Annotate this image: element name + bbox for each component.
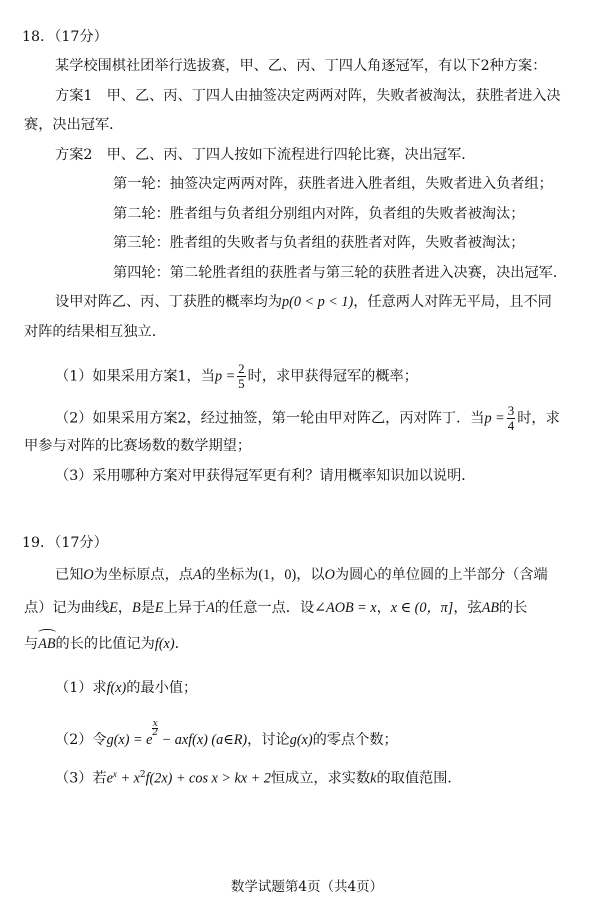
q18-plan1-line2: 赛，决出冠军． (24, 117, 124, 133)
q19-line1 (55, 565, 548, 585)
q19-sub3-c: 的取值范围． (376, 770, 462, 787)
q19-l1-c: 的坐标为 (201, 567, 259, 583)
q19-sub3-sup2: 2 (139, 770, 146, 780)
q19-sub3-expr1: e (106, 770, 113, 787)
q19-l2-E: E (109, 600, 118, 616)
q18-round4: 第四轮：第二轮胜者组的获胜者与第三轮的获胜者进入决赛，决出冠军． (113, 265, 568, 281)
q18-round3: 第三轮：胜者组的失败者与负者组的获胜者对阵，失败者被淘汰； (113, 235, 525, 251)
q18-sub2-p: p = (484, 410, 505, 427)
q19-sub3-k: k (370, 770, 377, 787)
q19-sub2-exp-num: x (152, 719, 158, 729)
q19-l3-a: 与 (24, 636, 39, 652)
q18-sub3: （3）采用哪种方案对甲获得冠军更有利？请用概率知识加以说明． (55, 468, 476, 484)
q18-sub2 (55, 404, 560, 433)
q18-assumption-math: p(0 < p < 1) (282, 294, 354, 310)
q19-sub1-f: f(x) (106, 680, 127, 696)
q19-line2 (24, 598, 527, 618)
q19-l2-range: x ∈ (0，π] (390, 600, 454, 616)
q18-intro: 某学校围棋社团举行选拔赛，甲、乙、丙、丁四人角逐冠军，有以下2种方案： (55, 58, 547, 74)
q19-l2-e: 的任意一点．设 (214, 600, 315, 616)
q18-round1: 第一轮：抽签决定两两对阵，获胜者进入胜者组，失败者进入负者组； (113, 176, 553, 192)
q19-l2-h: 的长 (499, 600, 528, 616)
page-footer: 数学试题第4页（共4页） (230, 879, 384, 895)
q19-l2-f: ， (376, 600, 391, 616)
q18-sub2-numerator: 3 (507, 403, 515, 418)
q19-l2-E2: E (154, 600, 164, 616)
q18-sub1-p: p = (214, 368, 236, 385)
q19-sub2 (55, 720, 398, 750)
q19-l3-b: 的长的比值记为 (55, 636, 155, 652)
q19-l1-coord: (1，0) (258, 567, 297, 583)
q18-assumption-line2: 对阵的结果相互独立． (24, 324, 166, 340)
q19-sub2-g2: g(x) (289, 732, 313, 748)
q19-l1-a: 已知 (55, 567, 84, 583)
q18-plan2: 方案2 甲、乙、丙、丁四人按如下流程进行四轮比赛，决出冠军． (55, 147, 476, 163)
q19-l2-A: A (206, 600, 215, 616)
q18-assumption (55, 292, 552, 312)
q19-sub3-b: 恒成立，求实数 (270, 770, 371, 787)
q18-assumption-text-b: ，任意两人对阵无平局，且不同 (353, 294, 552, 310)
q19-l2-B: B (132, 600, 141, 616)
q18-sub1-numerator: 2 (238, 361, 245, 376)
q19-l2-angle: ∠AOB = x (314, 600, 377, 616)
q18-sub2-text-a: （2）如果采用方案2，经过抽签，第一轮由甲对阵乙，丙对阵丁．当 (55, 410, 485, 427)
q19-arc-AB: AB (38, 636, 56, 652)
q19-l3-f: f(x) (154, 636, 175, 652)
q19-sub3-sup1: x (112, 769, 117, 779)
q19-l2-a: 点）记为曲线 (24, 600, 110, 616)
q19-sub1-a: （1）求 (55, 680, 107, 696)
q18-sub1-text-a: （1）如果采用方案1，当 (55, 368, 215, 385)
q18-sub2-line2: 甲参与对阵的比赛场数的数学期望； (24, 438, 252, 454)
q19-l1-O2: O (324, 567, 335, 583)
q19-line3 (24, 634, 189, 654)
q18-plan1-line1: 方案1 甲、乙、丙、丁四人由抽签决定两两对阵，失败者被淘汰，获胜者进入决 (55, 88, 561, 104)
q19-sub3-expr2: + x (116, 770, 140, 787)
q19-l1-A: A (192, 567, 202, 583)
q18-sub1-fraction (237, 362, 246, 391)
q19-sub2-a: （2）令 (55, 732, 107, 748)
q19-l1-O: O (83, 567, 94, 583)
q19-sub1-b: 的最小值； (126, 680, 198, 696)
q19-l1-e: 为圆心的单位圆的上半部分（含端 (334, 567, 548, 583)
q18-assumption-text-a: 设甲对阵乙、丙、丁获胜的概率均为 (55, 294, 283, 310)
q18-sub2-denominator: 4 (507, 418, 515, 433)
q19-header: 19．（17分） (22, 535, 108, 551)
q19-sub3-expr3: f(2x) + cos x > kx + 2 (145, 770, 271, 787)
q18-round2: 第二轮：胜者组与负者组分别组内对阵，负者组的失败者被淘汰； (113, 206, 525, 222)
q19-sub2-c: 的零点个数； (312, 732, 398, 748)
q18-sub1 (55, 362, 418, 391)
q19-sub2-b: ，讨论 (247, 732, 290, 748)
q19-sub2-rest: − axf(x) (a∈R) (158, 732, 248, 748)
q19-l1-d: ，以 (296, 567, 325, 583)
q18-sub2-text-b: 时，求 (517, 410, 560, 427)
q19-sub2-g: g(x) = e (106, 732, 153, 748)
q19-l2-AB: AB (481, 600, 500, 616)
q19-sub1 (55, 678, 197, 698)
q18-sub2-fraction (507, 404, 516, 433)
q19-sub2-exp-den: 2 (152, 728, 159, 738)
q18-sub1-text-b: 时，求甲获得冠军的概率； (247, 368, 418, 385)
q19-sub3-a: （3）若 (55, 770, 107, 787)
q19-l1-b: 为坐标原点，点 (93, 567, 193, 583)
q19-l3-c: ． (174, 636, 189, 652)
q19-l2-b: ， (117, 600, 133, 616)
q18-sub1-denominator: 5 (238, 376, 245, 391)
q19-l2-g: ，弦 (453, 600, 482, 616)
q19-sub3 (55, 764, 462, 789)
q19-l2-d: 上异于 (163, 600, 207, 616)
q19-l2-c: 是 (140, 600, 155, 616)
q18-header: 18．（17分） (22, 29, 108, 45)
